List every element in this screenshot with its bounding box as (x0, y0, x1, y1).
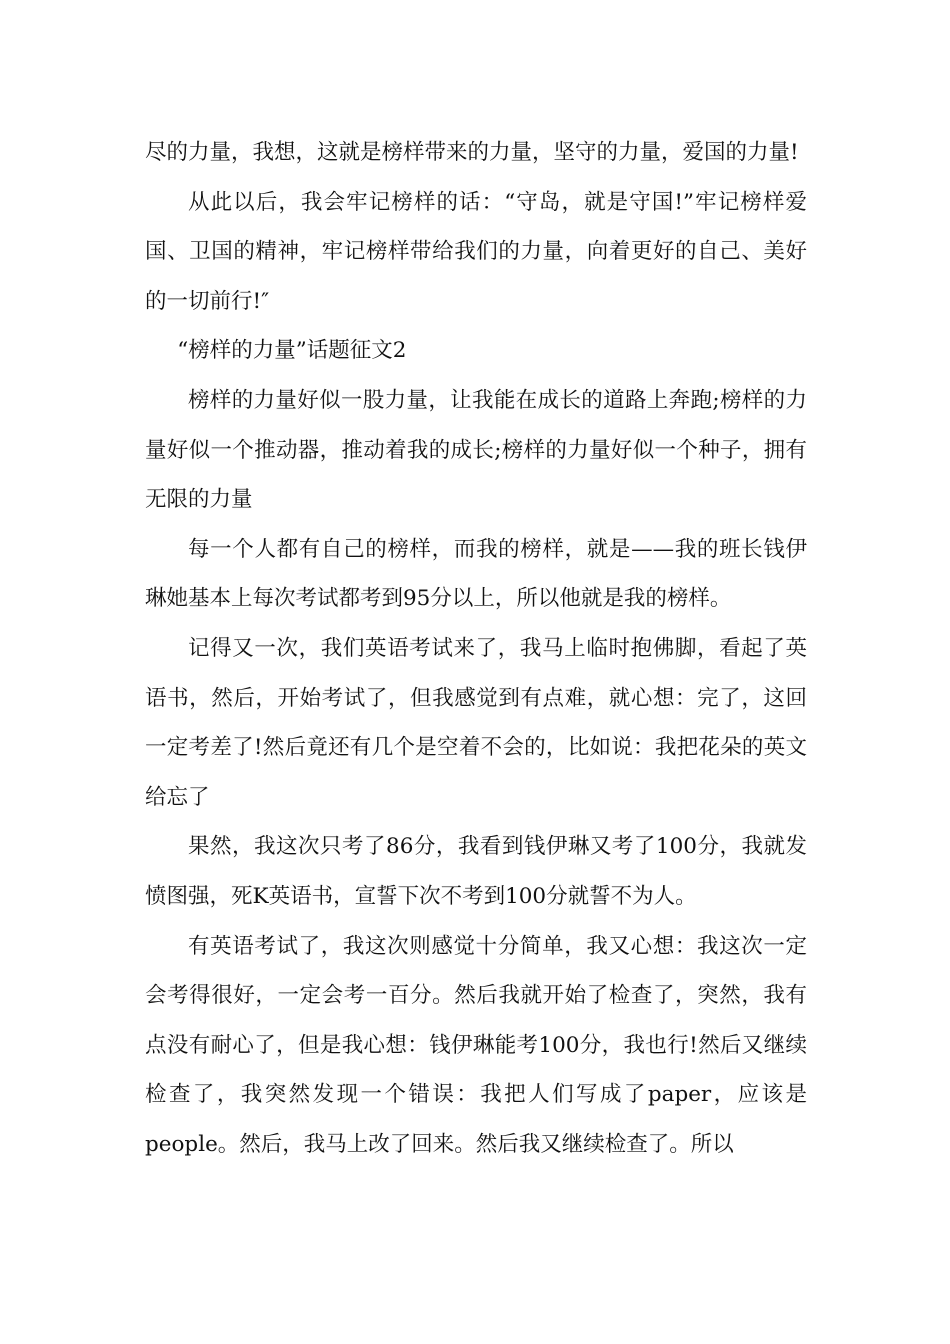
paragraph: 从此以后，我会牢记榜样的话：“守岛，就是守国!”牢记榜样爱国、卫国的精神，牢记榜样带给我们的力量，向着更好的自己、美好的一切前行!″ (145, 189, 807, 314)
paragraph: 有英语考试了，我这次则感觉十分简单，我又心想：我这次一定会考得很好，一定会考一百分。然后我就开始了检查了，突然，我有点没有耐心了，但是我心想：钱伊琳能考100分，我也行!然后又继续检查了，我突然发现一个错误：我把人们写成了paper，应该是people。然后，我马上改了回来。然后我又继续检查了。所以 (145, 933, 807, 1157)
section-heading: “榜样的力量”话题征文2 (177, 338, 407, 364)
paragraph-continuation: 尽的力量，我想，这就是榜样带来的力量，坚守的力量，爱国的力量! (145, 140, 799, 165)
paragraph: 果然，我这次只考了86分，我看到钱伊琳又考了100分，我就发愤图强，死K英语书，宣誓下次不考到100分就誓不为人。 (145, 834, 807, 909)
paragraph: 榜样的力量好似一股力量，让我能在成长的道路上奔跑;榜样的力量好似一个推动器，推动着我的成长;榜样的力量好似一个种子，拥有无限的力量 (145, 387, 807, 513)
paragraph: 每一个人都有自己的榜样，而我的榜样，就是——我的班长钱伊琳她基本上每次考试都考到95分以上，所以他就是我的榜样。 (145, 536, 807, 612)
document-body (145, 128, 807, 1169)
paragraph: 记得又一次，我们英语考试来了，我马上临时抱佛脚，看起了英语书，然后，开始考试了，但我感觉到有点难，就心想：完了，这回一定考差了!然后竟还有几个是空着不会的，比如说：我把花朵的英文给忘了 (145, 635, 807, 810)
